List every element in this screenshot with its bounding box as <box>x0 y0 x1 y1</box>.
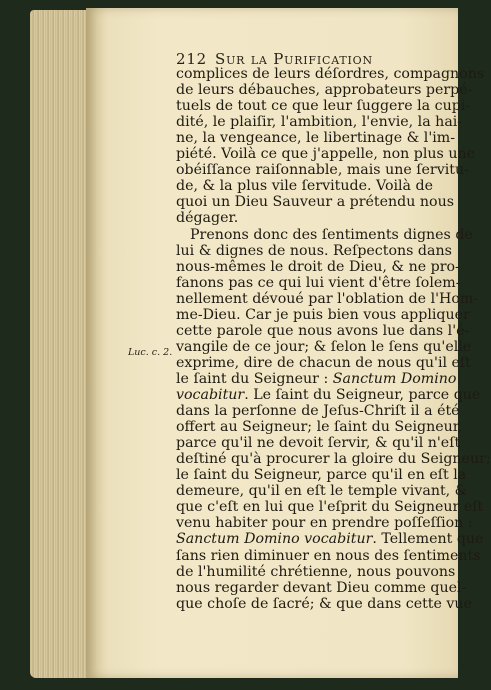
text-line: complices de leurs déſordres, compagnons <box>176 66 485 82</box>
text-line: me-Dieu. Car je puis bien vous appliquer <box>176 306 470 323</box>
text-line: lui & dignes de nous. Reſpectons dans <box>176 242 452 259</box>
text-line: Sanctum Domino vocabitur. Tellement que <box>176 531 484 548</box>
text-line: obéiſſance raiſonnable, mais une ſervitu- <box>176 162 469 179</box>
text-line: cette parole que nous avons lue dans l'é- <box>176 322 470 339</box>
text-line: dans la perſonne de Jeſus-Chriſt il a été <box>176 403 460 420</box>
text-line: deſtiné qu'à procurer la gloire du Seigneur; <box>176 451 491 468</box>
text-line: venu habiter pour en prendre poſſeſſion : <box>176 515 473 532</box>
margin-reference: Luc. c. 2. <box>128 347 173 358</box>
text-line: nous regarder devant Dieu comme quel- <box>176 579 467 596</box>
text-line: parce qu'il ne devoit ſervir, & qu'il n'eſt <box>176 435 461 452</box>
text-line: nous-mêmes le droit de Dieu, & ne pro- <box>176 258 460 275</box>
latin-quotation: Sanctum Domino <box>332 370 457 387</box>
text-line: vocabitur. Le ſaint du Seigneur, parce que <box>176 387 481 403</box>
text-line: dégager. <box>176 210 239 227</box>
text-line: que c'eſt en lui que l'eſprit du Seigneur eſt <box>176 499 484 516</box>
text-line: quoi un Dieu Sauveur a prétendu nous <box>176 194 454 211</box>
text-line: dité, le plaiſir, l'ambition, l'envie, la hai- <box>176 114 463 131</box>
text-line: de l'humilité chrétienne, nous pouvons <box>176 563 456 580</box>
text-line: le ſaint du Seigneur, parce qu'il en eſt la <box>176 467 467 484</box>
latin-quotation: Sanctum Domino vocabitur <box>176 531 373 548</box>
latin-quotation: vocabitur <box>176 387 245 403</box>
text-line: vangile de ce jour; & ſelon le ſens qu'elle <box>176 338 472 355</box>
text-line: exprime, dire de chacun de nous qu'il eſt <box>176 354 471 371</box>
text-line: tuels de tout ce que leur ſuggere la cupi- <box>176 98 471 115</box>
text-line: piété. Voilà ce que j'appelle, non plus une <box>176 146 475 163</box>
page-number: 212 <box>176 50 208 68</box>
text-line: nellement dévoué par l'oblation de l'Hom- <box>176 290 479 307</box>
text-line: fanons pas ce qui lui vient d'être ſolem- <box>176 274 461 291</box>
text-line: offert au Seigneur; le ſaint du Seigneur, <box>176 419 463 436</box>
text-line: que choſe de ſacré; & que dans cette vue <box>176 595 472 612</box>
text-line: ſans rien diminuer en nous des ſentiments <box>176 547 481 564</box>
text-line: de leurs débauches, approbateurs perpé- <box>176 82 473 99</box>
text-line: ne, la vengeance, le libertinage & l'im- <box>176 130 456 147</box>
running-title: Sur la Purification <box>215 50 373 68</box>
text-line: de, & la plus vile ſervitude. Voilà de <box>176 178 434 195</box>
text-line: le ſaint du Seigneur : Sanctum Domino <box>176 370 457 387</box>
text-line: demeure, qu'il en eſt le temple vivant, & <box>176 483 468 500</box>
text-line: Prenons donc des ſentiments dignes de <box>190 226 473 243</box>
